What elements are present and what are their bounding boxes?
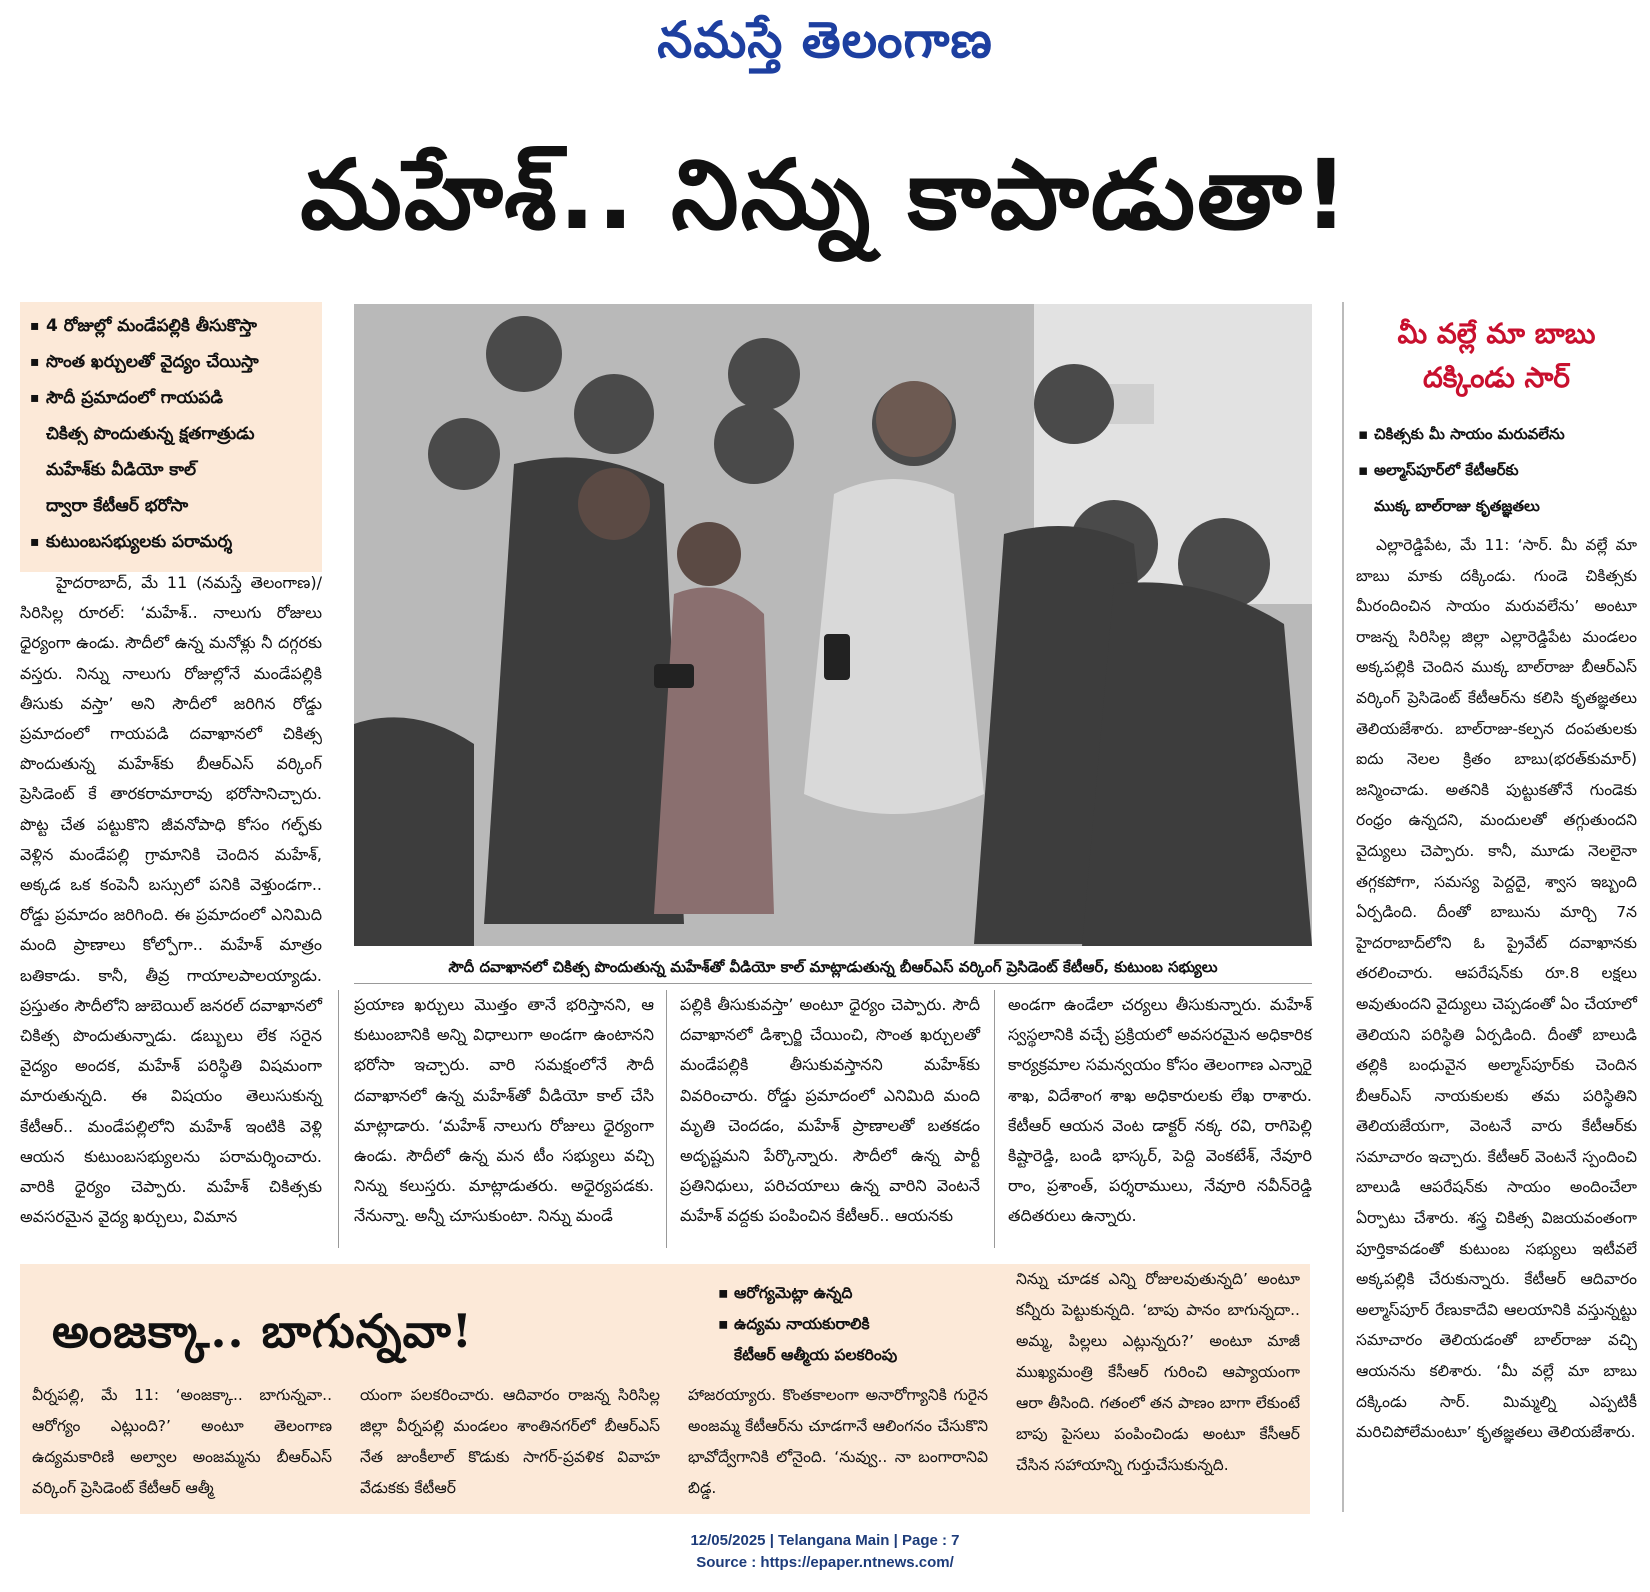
highlight-item: ▪ కుటుంబసభ్యులకు పరామర్శ <box>28 524 314 560</box>
sidebar-headline-line: దక్కిండు సార్ <box>1422 361 1571 394</box>
sidebar-bullet: ▪ చికిత్సకు మీ సాయం మరువలేను <box>1356 416 1637 452</box>
sidebar-headline <box>1356 312 1637 400</box>
footer-date-line: 12/05/2025 | Telangana Main | Page : 7 <box>690 1532 960 1549</box>
column-divider <box>666 990 667 1248</box>
bottom-bullet: కేటీఆర్ ఆత్మీయ పలకరింపు <box>734 1346 898 1364</box>
photo-caption: సౌదీ దవాఖానలో చికిత్స పొందుతున్న మహేశ్‌తో వీడియో కాల్ మాట్లాడుతున్న బీఆర్ఎస్ వర్కింగ్ ప్రెసిడెంట్ కేటీఆర్, కుటుంబ సభ్యులు <box>354 950 1312 984</box>
column-divider <box>338 990 339 1248</box>
article-column-2 <box>354 990 654 1232</box>
bottom-story-box <box>20 1264 1310 1514</box>
highlight-item: మహేశ్‌కు వీడియో కాల్ <box>46 460 197 480</box>
article-column-1 <box>20 568 322 1232</box>
bottom-column-3: హాజరయ్యారు. కొంతకాలంగా అనారోగ్యానికి గురైన అంజమ్మ కేటీఆర్‌ను చూడగానే ఆలింగనం చేసుకొని భావోద్వేగానికి లోనైంది. ‘నువ్వు.. నా బంగారానివి బిడ్డ. <box>688 1386 988 1497</box>
highlight-item: ▪ సొంత ఖర్చులతో వైద్యం చేయిస్తా <box>28 344 314 380</box>
news-photo <box>354 304 1312 946</box>
page-footer <box>0 1530 1650 1574</box>
highlight-item: చికిత్స పొందుతున్న క్షతగాత్రుడు <box>46 424 255 444</box>
bottom-column-1: వీర్నపల్లి, మే 11: ‘అంజక్కా.. బాగున్నవా.. ఆరోగ్యం ఎట్లుంది?’ అంటూ తెలంగాణ ఉద్యమకారిణి అల్వాల అంజమ్మను బీఆర్ఎస్ వర్కింగ్ ప్రెసిడెంట్ కేటీఆర్ ఆత్మీ <box>32 1386 332 1497</box>
sidebar-text: ఎల్లారెడ్డిపేట, మే 11: ‘సార్. మీ వల్లే మా బాబు మాకు దక్కిండు. గుండె చికిత్సకు మీరందించిన సాయం మరువలేను’ అంటూ రాజన్న సిరిసిల్ల జిల్లా ఎల్లారెడ్డిపేట మండలం అక్కపల్లికి చెందిన ముక్క బాల్‌రాజు బీఆర్ఎస్ వర్కింగ్ ప్రెసిడెంట్ కేటీఆర్‌ను కలిసి కృతజ్ఞతలు తెలియజేశారు. బాల్‌రాజు-కల్పన దంపతులకు ఐదు నెలల క్రితం బాబు(భరత్‌కుమార్) జన్మించాడు. అతనికి పుట్టుకతోనే గుండెకు రంధ్రం ఉన్నదని, మందులతో తగ్గుతుందని వైద్యులు చెప్పారు. కానీ, మూడు నెలలైనా తగ్గకపోగా, సమస్య పెద్దదై, శ్వాస ఇబ్బంది ఏర్పడింది. దీంతో బాబును మార్చి 7న హైదరాబాద్‌లోని ఓ ప్రైవేట్ దవాఖానకు తరలించారు. ఆపరేషన్‌కు రూ.8 లక్షలు అవుతుందని వైద్యులు చెప్పడంతో ఏం చేయాలో తెలియని పరిస్థితి ఏర్పడింది. దీంతో బాలుడి తల్లికి బంధువైన అల్మాస్‌పూర్‌కు చెందిన బీఆర్ఎస్ నాయకులకు తమ పరిస్థితిని తెలియజేయగా, వెంటనే వారు కేటీఆర్‌కు సమాచారం ఇచ్చారు. కేటీఆర్ వెంటనే స్పందించి బాలుడి ఆపరేషన్‌కు సాయం అందించేలా ఏర్పాటు చేశారు. శస్త్ర చికిత్స విజయవంతంగా పూర్తికావడంతో కుటుంబ సభ్యులు ఇటీవలే అక్కపల్లికి చేరుకున్నారు. కేటీఆర్ ఆదివారం అల్మాస్‌పూర్ రేణుకాదేవి ఆలయానికి వస్తున్నట్టు సమాచారం తెలియడంతో బాల్‌రాజు వచ్చి ఆయనను కలిశారు. ‘మీ వల్లే మా బాబు దక్కిండు సార్. మిమ్మల్ని ఎప్పటికీ మరిచిపోలేమంటూ’ కృతజ్ఞతలు తెలియజేశారు. <box>1356 536 1637 1442</box>
sidebar-story <box>1342 302 1637 1512</box>
sidebar-body <box>1356 530 1637 1448</box>
bottom-bullets <box>716 1278 1016 1371</box>
sidebar-headline-line: మీ వల్లే మా బాబు <box>1397 317 1596 350</box>
sidebar-bullets <box>1356 416 1637 524</box>
sidebar-bullet: ముక్క బాల్‌రాజు కృతజ్ఞతలు <box>1374 497 1540 515</box>
highlights-box <box>20 302 322 572</box>
article-text: ప్రయాణ ఖర్చులు మొత్తం తానే భరిస్తానని, ఆ కుటుంబానికి అన్ని విధాలుగా అండగా ఉంటానని భరోసా ఇచ్చారు. వారి సమక్షంలోనే సౌదీ దవాఖానలో ఉన్న మహేశ్‌తో వీడియో కాల్ చేసి మాట్లాడారు. ‘మహేశ్ నాలుగు రోజులు ధైర్యంగా ఉండు. సౌదీలో ఉన్న మన టీం సభ్యులు వచ్చి నిన్ను కలుస్తరు. మాట్లాడుతరు. అధైర్యపడకు. నేనున్నా. అన్నీ చూసుకుంటా. నిన్ను మండే <box>354 995 654 1226</box>
footer-source-link[interactable]: Source : https://epaper.ntnews.com/ <box>696 1554 954 1571</box>
column-divider <box>994 990 995 1248</box>
article-text: పల్లికి తీసుకువస్తా’ అంటూ ధైర్యం చెప్పారు. సౌదీ దవాఖానలో డిశ్చార్జి చేయించి, సొంత ఖర్చులతో మండేపల్లికి తీసుకువస్తానని మహేశ్‌కు వివరించారు. రోడ్డు ప్రమాదంలో ఎనిమిది మంది మృతి చెందడం, మహేశ్ ప్రాణాలతో బతకడం అదృష్టమని పేర్కొన్నారు. సౌదీలో ఉన్న పార్టీ ప్రతినిధులు, పరిచయాలు ఉన్న వారిని వెంటనే మహేశ్ వద్దకు పంపించిన కేటీఆర్.. ఆయనకు <box>680 995 980 1226</box>
sidebar-bullet: ▪ అల్మాస్‌పూర్‌లో కేటీఆర్‌కు <box>1356 452 1637 488</box>
highlight-item: ▪ సౌదీ ప్రమాదంలో గాయపడి <box>28 380 314 416</box>
article-text: అండగా ఉండేలా చర్యలు తీసుకున్నారు. మహేశ్ స్వస్థలానికి వచ్చే ప్రక్రియలో అవసరమైన అధికారిక కార్యక్రమాల సమన్వయం కోసం తెలంగాణ ఎన్నారై శాఖ, విదేశాంగ శాఖ అధికారులకు లేఖ రాశారు. కేటీఆర్ ఆయన వెంట డాక్టర్ నక్క రవి, రాగిపెల్లి కిష్టారెడ్డి, బండి భాస్కర్, పెద్ది వెంకటేశ్, నేవూరి రాం, ప్రశాంత్, పర్శరాములు, నేవూరి నవీన్‌రెడ్డి తదితరులు ఉన్నారు. <box>1008 995 1312 1226</box>
bottom-bullet: ▪ ఆరోగ్యమెట్లా ఉన్నది <box>716 1278 1016 1309</box>
bottom-column-2: యంగా పలకరించారు. ఆదివారం రాజన్న సిరిసిల్ల జిల్లా వీర్నపల్లి మండలం శాంతినగర్‌లో బీఆర్ఎస్ నేత జుంకీలాల్ కొడుకు సాగర్-ప్రవళిక వివాహ వేడుకకు కేటీఆర్ <box>360 1386 660 1497</box>
bottom-headline: అంజక్కా.. బాగున్నవా! <box>52 1304 473 1358</box>
article-column-3 <box>680 990 980 1232</box>
highlight-item: ▪ 4 రోజుల్లో మండేపల్లికి తీసుకొస్తా <box>28 308 314 344</box>
article-text: హైదరాబాద్, మే 11 (నమస్తే తెలంగాణ)/సిరిసిల్ల రూరల్: ‘మహేశ్.. నాలుగు రోజులు ధైర్యంగా ఉండు. సౌదీలో ఉన్న మనోళ్లు నీ దగ్గరకు వస్తరు. నిన్ను నాలుగు రోజుల్లోనే మండేపల్లికి తీసుకు వస్తా’ అని సౌదీలో జరిగిన రోడ్డు ప్రమాదంలో గాయపడి దవాఖానలో చికిత్స పొందుతున్న మహేశ్‌కు బీఆర్ఎస్ వర్కింగ్ ప్రెసిడెంట్ కే తారకరామారావు భరోసానిచ్చారు. పొట్ట చేత పట్టుకొని జీవనోపాధి కోసం గల్ఫ్‌కు వెళ్లిన మండేపల్లి గ్రామానికి చెందిన మహేశ్, అక్కడ ఒక కంపెనీ బస్సులో పనికి వెళ్తుండగా.. రోడ్డు ప్రమాదం జరిగింది. ఈ ప్రమాదంలో ఎనిమిది మంది ప్రాణాలు కోల్పోగా.. మహేశ్ మాత్రం బతికాడు. కానీ, తీవ్ర గాయాలపాలయ్యాడు. ప్రస్తుతం సౌదీలోని జుబెయిల్ జనరల్ దవాఖానలో చికిత్స పొందుతున్నాడు. డబ్బులు లేక సరైన వైద్యం అందక, మహేశ్ పరిస్థితి విషమంగా మారుతున్నది. ఈ విషయం తెలుసుకున్న కేటీఆర్.. మండేపల్లిలోని మహేశ్ ఇంటికి వెళ్లి ఆయన కుటుంబసభ్యులను పరామర్శించారు. వారికి ధైర్యం చెప్పారు. మహేశ్ చికిత్సకు అవసరమైన వైద్య ఖర్చులు, విమాన <box>20 573 322 1227</box>
article-column-4 <box>1008 990 1312 1232</box>
main-headline: మహేశ్.. నిన్ను కాపాడుతా! <box>300 139 1350 251</box>
bottom-bullet: ▪ ఉద్యమ నాయకురాలికి <box>716 1309 1016 1340</box>
bottom-column-4: నిన్ను చూడక ఎన్ని రోజులవుతున్నది’ అంటూ కన్నీరు పెట్టుకున్నది. ‘బాపు పానం బాగున్నదా.. అమ్మ, పిల్లలు ఎట్లున్నరు?’ అంటూ మాజీ ముఖ్యమంత్రి కేసీఆర్ గురించి ఆప్యాయంగా ఆరా తీసింది. గతంలో తన పాణం బాగా లేకుంటే బాపు పైసలు పంపించిండు అంటూ కేసీఆర్ చేసిన సహాయాన్ని గుర్తుచేసుకున్నది. <box>1016 1270 1300 1474</box>
highlight-item: ద్వారా కేటీఆర్ భరోసా <box>46 496 189 516</box>
photo-illustration <box>354 304 1312 946</box>
newspaper-masthead: నమస్తే తెలంగాణ <box>657 10 993 69</box>
